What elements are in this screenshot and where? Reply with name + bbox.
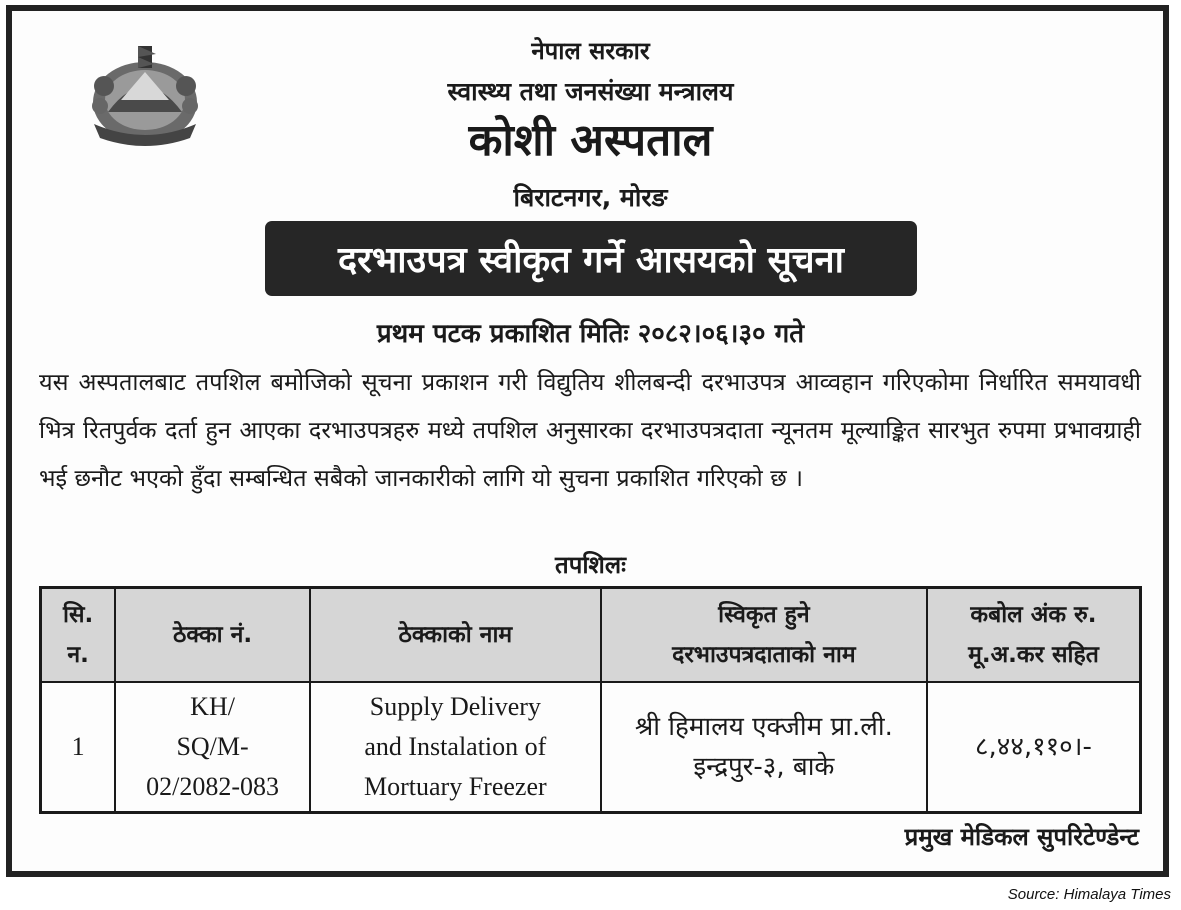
header-contract-number: ठेक्का नं. (115, 588, 310, 683)
header-serial-number: सि. न. (41, 588, 116, 683)
table-row (41, 682, 1141, 813)
body-line: दरभाउपत्रदाता न्यूनतम मूल्याङ्कित सारभुत रुपमा प्रभावग्राही भई छनौट भएको हुँदा सम्बन्धित सबैको (39, 416, 1141, 492)
government-name: नेपाल सरकार (531, 37, 650, 65)
ministry-name: स्वास्थ्य तथा जनसंख्या मन्त्रालय (447, 77, 734, 106)
schedule-table (39, 586, 1142, 814)
schedule-label: तपशिलः (555, 551, 626, 579)
header-contract-name: ठेक्काको नाम (310, 588, 601, 683)
header-bid-amount: कबोल अंक रु. मू.अ.कर सहित (927, 588, 1141, 683)
cell-bid-amount: ८,४४,११०।- (927, 682, 1141, 813)
table-header-row (41, 588, 1141, 683)
notice-title: दरभाउपत्र स्वीकृत गर्ने आसयको सूचना (265, 221, 917, 296)
publish-date: प्रथम पटक प्रकाशित मितिः २०८२।०६।३० गते (376, 319, 805, 349)
cell-contract-number: KH/ SQ/M- 02/2082-083 (115, 682, 310, 813)
body-line: यस अस्पतालबाट तपशिल बमोजिको सूचना प्रकाशन गरी विद्युतिय शीलबन्दी दरभाउपत्र आव्वहान (39, 368, 873, 396)
cell-bidder-name: श्री हिमालय एक्जीम प्रा.ली. इन्द्रपुर-३, बाके (601, 682, 927, 813)
hospital-name: कोशी अस्पताल (468, 115, 713, 166)
cell-serial-number: 1 (41, 682, 116, 813)
signatory-title: प्रमुख मेडिकल सुपरिटेण्डेन्ट (904, 823, 1139, 851)
notice-body (39, 358, 1141, 502)
cell-contract-name: Supply Delivery and Instalation of Mortuary Freezer (310, 682, 601, 813)
body-line: जानकारीको लागि यो सुचना प्रकाशित गरिएको छ । (374, 464, 804, 492)
hospital-location: बिराटनगर, मोरङ (513, 183, 668, 212)
header-bidder-name: स्विकृत हुने दरभाउपत्रदाताको नाम (601, 588, 927, 683)
body-line: गरिएकोमा निर्धारित समयावधी भित्र रितपुर्वक दर्ता हुन आएका दरभाउपत्रहरु मध्ये तपशिल अनुसारका (39, 368, 1141, 444)
source-credit: Source: Himalaya Times (1007, 886, 1171, 903)
